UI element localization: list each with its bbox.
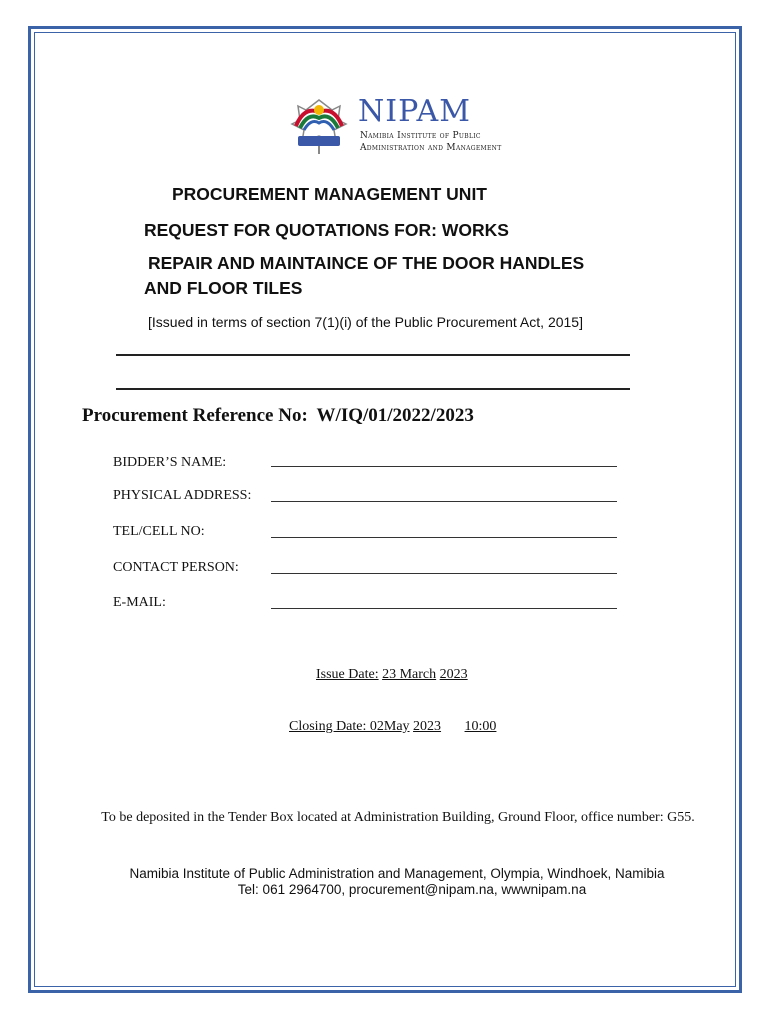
unit-heading: PROCUREMENT MANAGEMENT UNIT xyxy=(172,184,487,204)
separator-line-1 xyxy=(116,354,630,356)
reference-value: W/IQ/01/2022/2023 xyxy=(316,405,474,426)
separator-line-2 xyxy=(116,388,630,390)
issued-note: [Issued in terms of section 7(1)(i) of the Public Procurement Act, 2015] xyxy=(148,314,583,330)
deposit-instructions: To be deposited in the Tender Box located at Administration Building, Ground Floor, office number: G55. xyxy=(101,810,695,825)
physical-address-label: PHYSICAL ADDRESS: xyxy=(113,488,252,503)
reference-label: Procurement Reference No: xyxy=(82,405,308,426)
contact-person-label: CONTACT PERSON: xyxy=(113,560,239,575)
issue-date-value: 23 March xyxy=(382,667,437,682)
issue-date xyxy=(316,667,468,683)
tel-cell-line[interactable] xyxy=(271,537,617,538)
contact-person-line[interactable] xyxy=(271,573,617,574)
nipam-logo xyxy=(284,96,524,160)
bidder-name-label: BIDDER’S NAME: xyxy=(113,455,227,470)
title-line-1: REPAIR AND MAINTAINCE OF THE DOOR HANDLES xyxy=(148,253,585,273)
request-heading: REQUEST FOR QUOTATIONS FOR: WORKS xyxy=(144,220,509,240)
closing-date-year: 2023 xyxy=(413,719,442,734)
institute-footer xyxy=(80,866,714,898)
logo-wordmark: NIPAM xyxy=(358,94,471,129)
footer-contact: Tel: 061 2964700, procurement@nipam.na, wwwnipam.na xyxy=(237,882,587,897)
closing-date xyxy=(289,719,496,735)
bidder-name-line[interactable] xyxy=(271,466,617,467)
logo-subtitle-line1: Namibia Institute of Public xyxy=(360,131,481,141)
footer-address: Namibia Institute of Public Administration and Management, Olympia, Windhoek, Namibia xyxy=(129,866,665,881)
logo-subtitle-line2: Administration and Management xyxy=(360,143,502,153)
email-label: E-MAIL: xyxy=(113,595,166,610)
issue-date-year: 2023 xyxy=(439,667,468,682)
email-line[interactable] xyxy=(271,608,617,609)
closing-date-label: Closing Date: 02May xyxy=(289,719,410,734)
procurement-reference xyxy=(82,405,474,427)
nipam-emblem-icon xyxy=(284,96,354,158)
issue-date-label: Issue Date: xyxy=(316,667,379,682)
logo-subtitle xyxy=(360,130,502,154)
closing-time: 10:00 xyxy=(464,719,497,734)
page-border-inner xyxy=(34,32,736,987)
physical-address-line[interactable] xyxy=(271,501,617,502)
tel-cell-label: TEL/CELL NO: xyxy=(113,524,205,539)
title-line-2: AND FLOOR TILES xyxy=(144,278,303,298)
